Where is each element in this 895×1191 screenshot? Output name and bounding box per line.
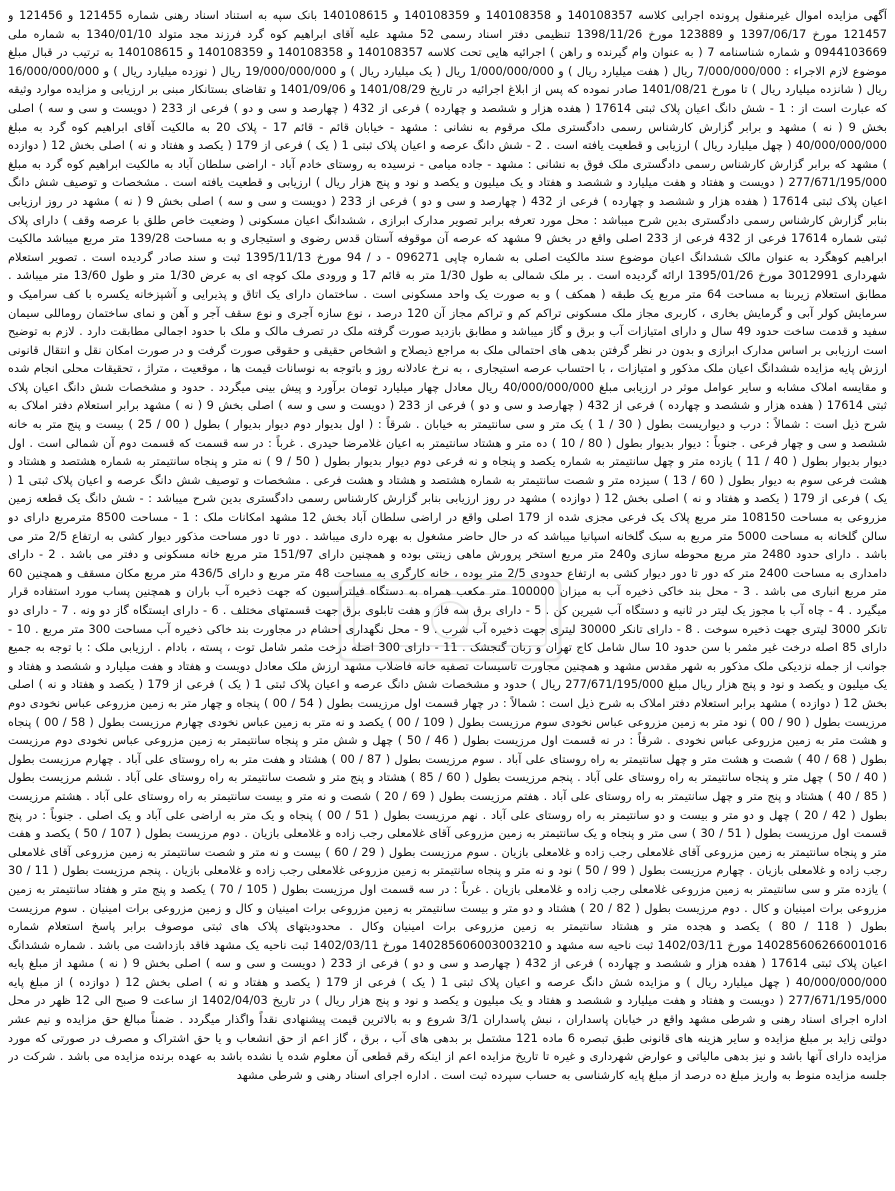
- auction-notice-text: [8, 6, 887, 1186]
- notice-paragraph: آگهی مزایده اموال غیرمنقول پرونده اجرایی کلاسه 140108357 و 140108358 و 140108359 و 140108615 بانک سپه به استناد اسناد رهنی شماره 121455 و 121456 و 121457 مورخ 1397/06/17 و 123889 مورخ 1398/11/26 تنظیمی دفتر اسناد رسمی 52 مشهد علیه آقای ابراهیم کوه گرد فرزند مجد متولد 1340/01/10 به شماره ملی 0944103669 و شماره شناسنامه 7 ( به عنوان وام گیرنده و راهن ) اجرائیه هایی تحت کلاسه 140108357 و 140108358 و 140108359 و 140108615 به ترتیب در قبال مبلغ موضوع لازم الاجراء : 7/000/000/000 ریال ( هفت میلیارد ریال ) و 1/000/000/000 ریال ( یک میلیارد ریال ) و 19/000/000/000 ریال ( نوزده میلیارد ریال ) و 16/000/000/000 ریال ( شانزده میلیارد ریال ) تا مورخ 1401/08/21 صادر نموده که پس از ابلاغ اجرائیه در تاریخ 1401/08/29 و 1401/09/06 و تقاضای بستانکار مبنی بر ارزیابی و مزایده موارد وثیقه که عبارت است از : 1 - شش دانگ اعیان پلاک ثبتی 17614 ( هفده هزار و ششصد و چهارده ) فرعی از 432 ( چهارصد و سی و دو ) فرعی از 233 ( دویست و سی و سه ) اصلی بخش 9 ( نه ) مشهد و برابر گزارش کارشناس رسمی دادگستری ملک مرقوم به نشانی : مشهد - خیابان قائم - قائم 17 - پلاک 20 به مالکیت آقای ابراهیم کوه گرد به مبلغ 40/000/000/000 ( چهل میلیارد ریال ) ارزیابی و قطعیت یافته است . 2 - شش دانگ عرصه و اعیان پلاک ثبتی 1 ( یک ) فرعی از 179 ( یکصد و هفتاد و نه ) اصلی بخش 12 ( دوازده ) مشهد که برابر گزارش کارشناس رسمی دادگستری ملک فوق به نشانی : مشهد - جاده میامی - نرسیده به روستای خادم آباد - اراضی سلطان آباد به مالکیت ابراهیم کوه گرد به مبلغ 277/671/195/000 ( دویست و هفتاد و هفت میلیارد و ششصد و هفتاد و یک میلیون و یکصد و نود و پنج هزار ریال ) ارزیابی و قطعیت یافته است . مشخصات و توصیف شش دانگ اعیان پلاک ثبتی 17614 ( هفده هزار و ششصد و چهارده ) فرعی از 432 ( چهارصد و سی و دو ) فرعی از 233 ( دویست و سی و سه ) اصلی بخش 9 ( نه ) مشهد در روز ارزیابی بنابر گزارش کارشناس رسمی دادگستری بدین شرح میباشد : محل مورد تعرفه برابر تصویر مدارک ابرازی ، ششدانگ اعیان مسکونی ( وضعیت خاص طلق با عرصه وقف ) دارای پلاک ثبتی شماره 17614 فرعی از 432 فرعی از 233 اصلی واقع در بخش 9 مشهد که عرصه آن موقوفه آستان قدس رضوی و استیجاری و به مساحت 139/28 متر مربع میباشد مالکیت ابراهیم کوهگرد به عنوان مالک ششدانگ اعیان موضوع سند مالکیت اصلی به شماره چاپی 096271 - د / 94 مورخ 1395/11/13 ثبت و سند صادر گردیده است . تصویر استعلام شهرداری 3012991 مورخ 1395/01/26 ارائه گردیده است . بر ملک شمالی به طول 1/30 متر به قائم 17 و ورودی ملک کوچه ای به عرض 1/30 متر و طول 13/60 متر میباشد . مطابق استعلام زیربنا به مساحت 64 متر مربع یک طبقه ( همکف ) و به صورت یک واحد مسکونی است . ساختمان دارای یک اتاق و پذیرایی و آشپزخانه یکسره با کف سرامیک و سرمایش کولر آبی و گرمایش بخاری ، کاربری مجاز ملک مسکونی تراکم کم و تراکم مجاز آن 120 درصد ، نوع سازه آجری و نوع سقف آجر و آهن و نمای ساختمان روماللی سیمان سفید و قدمت ساخت حدود 49 سال و دارای امتیازات آب و برق و گاز میباشد و مطابق بازدید صورت گرفته ملک در تصرف مالک و ملک با حدود اجمالی مطابقت دارد . لازم به توضیح است ارزیابی بر اساس مدارک ابرازی و بدون در نظر گرفتن بدهی های احتمالی ملک به مراجع ذیصلاح و اشخاص حقیقی و حقوقی صورت گرفت و در صورت امکان نقل و انتقال قانونی ارزش پایه مزایده ششدانگ اعیان ملک مذکور و امتیازات ، با احتساب عرصه استیجاری ، به نرخ عادلانه روز و باتوجه به نوسانات قیمت ها ، موقعیت ، متراژ ، تحقیقات محلی انجام شده و مقایسه املاک مشابه و سایر عوامل موثر در ارزیابی مبلغ 40/000/000/000 ریال معادل چهار میلیارد تومان برآورد و پیش بینی میگردد . حدود و مشخصات شش دانگ اعیان پلاک ثبتی 17614 ( هفده هزار و ششصد و چهارده ) فرعی از 432 ( چهارصد و سی و دو ) فرعی از 233 ( دویست و سی و سه ) اصلی بخش 9 ( نه ) مشهد برابر استعلام دفتر املاک به شرح ذیل است : شمالاً : درب و دیواریست بطول ( 30 / 1 ) یک متر و سی سانتیمتر به خیابان . شرقاً : ( اول بدیوار دوم دیوار بدیوار ) بطول ( 00 / 25 ) بیست و پنج متر به خانه ششصد و سی و چهار فرعی . جنوباً : دیوار بدیوار بطول ( 80 / 10 ) ده متر و هشتاد سانتیمتر به اعیان غلامرضا حیدری . غرباً : در سه قسمت که قسمت دوم آن شمالی است . اول دیوار بدیوار بطول ( 40 / 11 ) یازده متر و چهل سانتیمتر به شماره یکصد و پنجاه و نه فرعی دوم دیوار بدیوار بطول ( 50 / 9 ) نه متر و پنجاه سانتیمتر به شماره هشتصد و هشتاد و هشت فرعی سوم به دیوار بطول ( 60 / 13 ) سیزده متر و شصت سانتیمتر به شماره هشتصد و هشتاد و هشت فرعی . مشخصات و توصیف شش دانگ عرصه و اعیان پلاک ثبتی 1 ( یک ) فرعی از 179 ( یکصد و هفتاد و نه ) اصلی بخش 12 ( دوازده ) مشهد در روز ارزیابی بنابر گزارش کارشناس رسمی دادگستری بدین شرح میباشد : - شش دانگ یک قطعه زمین مزروعی به مساحت 108150 متر مربع پلاک یک فرعی مجزی شده از 179 اصلی واقع در اراضی سلطان آباد بخش 12 مشهد امکانات ملک : 1 - مساحت 8500 مترمربع دارای دو سالن گلخانه به مساحت 5000 متر مربع به سبک گلخانه اسپانیا میباشد که در حال حاضر مشغول به بهره داری میباشد . دور تا دور مساحت مذکور دیوار کشی به ارتفاع 2/5 متر می باشد . دارای حدود 2480 متر مربع محوطه سازی و240 متر مربع استخر پرورش ماهی زینتی بوده و همچنین دارای 151/97 متر مربع خانه مسکونی و دفتر می باشد . 2 - دارای دامداری به مساحت 2400 متر که دور تا دور دیوار کشی به ارتفاع حدودی 2/5 متر بوده ، خانه کارگری به مساحت 48 متر مربع و دارای 436/5 متر مربع مکان مسقف و همچنین 60 متر مربع انباری می باشد . 3 - محل بند خاکی ذخیره آب به میزان 100000 متر مکعب همراه به دستگاه فیلتراسیون که جهت ذخیره آب باران و همچنین پساب مورد استفاده قرار میگیرد . 4 - چاه آب با مجوز یک لیتر در ثانیه و دستگاه آب شیرین کن . 5 - دارای برق سه فاز و هفت تابلوی برق جهت قسمتهای مختلف . 6 - دارای ایستگاه گاز دو ونه . 7 - دارای دو تانکر 3000 لیتری جهت ذخیره سوخت . 8 - دارای تانکر 30000 لیتری جهت ذخیره آب شرب . 9 - محل نگهداری احشام در مجاورت بند خاکی ذخیره آب مساحت 300 متر مربع . 10 - دارای 85 اصله درخت غیر مثمر با سن حدود 10 سال شامل کاج تهران و زبان گنجشک . 11 - دارای 300 اصله درخت مثمر شامل توت ، پسته ، بادام . ارزیابی ملک : با توجه به جمیع جوانب از جمله نزدیکی ملک مذکور به شهر مقدس مشهد و همچنین مجاورت تاسیسات تصفیه خانه فاضلاب مشهد ارزش ملک معادل دویست و هفتاد و هفت میلیارد و ششصد و هفتاد و یک میلیون و یکصد و نود و پنج هزار ریال مبلغ 277/671/195/000 ریال ) حدود و مشخصات شش دانگ عرصه و اعیان پلاک ثبتی 1 ( یک ) فرعی از 179 ( یکصد و هفتاد و نه ) اصلی بخش 12 ( دوازده ) مشهد برابر استعلام دفتر املاک به شرح ذیل است : شمالاً : در چهار قسمت اول مرزیست بطول ( 54 / 00 ) پنجاه و چهار متر به زمین مزروعی عباس نخودی دوم مرزیست بطول ( 90 / 00 ) نود متر به زمین مزروعی عباس نخودی سوم مرزیست بطول ( 109 / 00 ) یکصد و نه متر به زمین عباس نخودی چهارم مرزیست بطول ( 58 / 00 ) پنجاه و هشت متر به زمین مزروعی عباس نخودی . شرقاً : در نه قسمت اول مرزیست بطول ( 46 / 50 ) چهل و شش متر و پنجاه سانتیمتر به زمین مزروعی عباس نخودی دوم مرزیست بطول ( 68 / 40 ) شصت و هشت متر و چهل سانتیمتر به راه روستای علی آباد . سوم مرزیست بطول ( 87 / 00 ) هشتاد و هفت متر به راه روستای علی آباد . چهارم مرزیست بطول ( 40 / 50 ) چهل متر و پنجاه سانتیمتر به راه روستای علی آباد . پنجم مرزیست بطول ( 60 / 85 ) هشتاد و پنج متر و شصت سانتیمتر به راه روستای علی آباد . ششم مرزیست بطول ( 85 / 40 ) هشتاد و پنج متر و چهل سانتیمتر به راه روستای علی آباد . هفتم مرزیست بطول ( 69 / 20 ) شصت و نه متر و بیست سانتیمتر به راه روستای علی آباد . هشتم مرزیست بطول ( 42 / 20 ) چهل و دو متر و بیست و دو سانتیمتر به راه روستای علی آباد . نهم مرزیست بطول ( 51 / 00 ) پنجاه و یک متر به اراضی علی آباد و یک اصلی . جنوباً : در پنج قسمت اول مرزیست بطول ( 51 / 30 ) سی متر و پنجاه و یک سانتیمتر به زمین مزروعی آقای غلامعلی رجب زاده و غلامعلی بازیان . دوم مرزیست بطول ( 107 / 50 ) یکصد و هفت متر و پنجاه سانتیمتر به زمین مزروعی آقای غلامعلی رجب زاده و غلامعلی بازیان . سوم مرزیست بطول ( 29 / 60 ) بیست و نه متر و شصت سانتیمتر به زمین مزروعی آقای غلامعلی رجب زاده و غلامعلی بازیان . چهارم مرزیست بطول ( 99 / 50 ) نود و نه متر و پنجاه سانتیمتر به زمین مزروعی غلامعلی رجب زاده و غلامعلی بازیان . پنجم مرزیست بطول ( 11 / 30 ) یازده متر و سی سانتیمتر به زمین مزروعی غلامعلی رجب زاده و غلامعلی بازیان . غرباً : در سه قسمت اول مرزیست بطول ( 105 / 70 ) یکصد و پنج متر و هفتاد سانتیمتر به زمین مزروعی برات امینیان و کال . دوم مرزیست بطول ( 82 / 20 ) هشتاد و دو متر و بیست سانتیمتر به زمین مزروعی برات امینیان و کال و زمین مزروعی برات امینیان . سوم مرزیست بطول ( 118 / 80 ) یکصد و هجده متر و هشتاد سانتیمتر به زمین مزروعی برات امینیان وکال . محدودیتهای پلاک های ثبتی موصوف برابر پاسخ استعلام شماره 140285606266001016 مورخ 1402/03/11 ثبت ناحیه سه مشهد و 140285606003003210 مورخ 1402/03/11 ثبت ناحیه یک مشهد فاقد بازداشت می باشد . شماره ششدانگ اعیان پلاک ثبتی 17614 ( هفده هزار و ششصد و چهارده ) فرعی از 432 ( چهارصد و سی و دو ) فرعی از 233 ( دویست و سی و سه ) اصلی بخش 9 ( نه ) مشهد از مبلغ پایه 40/000/000/000 ( چهل میلیارد ریال ) و مزایده شش دانگ عرصه و اعیان پلاک ثبتی 1 ( یک ) فرعی از 179 ( یکصد و هفتاد و نه ) اصلی بخش 12 ( دوازده ) از مبلغ پایه 277/671/195/000 ( دویست و هفتاد و هفت میلیارد و ششصد و هفتاد و یک میلیون و یکصد و نود و پنج هزار ریال ) در تاریخ 1402/04/03 از ساعت 9 صبح الی 12 ظهر در محل اداره اجرای اسناد رهنی و شرطی مشهد واقع در خیابان پاسداران ، نبش پاسداران 3/1 شروع و به بالاترین قیمت پیشنهادی نقداً واگذار میگردد . ضمناً مبالغ حق مزایده و نیم عشر دولتی زاید بر مبلغ مزایده و سایر هزینه های قانونی طبق تبصره 6 ماده 121 مشتمل بر بدهی های آب ، برق ، گاز اعم از حق انشعاب و یا حق اشتراک و مصرف در صورتی که مورد مزایده دارای آنها باشد و نیز بدهی مالیاتی و عوارض شهرداری و غیره تا تاریخ مزایده اعم از اینکه رقم قطعی آن معلوم شده یا نشده باشد به عهده برنده مزایده می باشد . شرکت در جلسه مزایده منوط به واریز مبلغ ده درصد از مبلغ پایه کارشناسی به حساب سپرده ثبت است . اداره اجرای اسناد رهنی و شرطی مشهد: [8, 8, 887, 1082]
